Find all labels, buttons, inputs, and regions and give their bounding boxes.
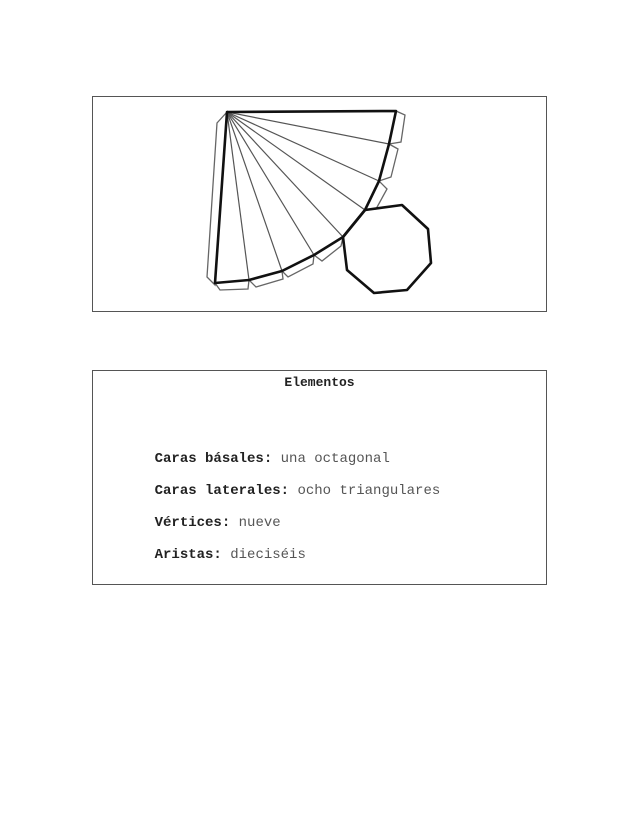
pyramid-net-figure xyxy=(92,96,547,312)
edges-label: Aristas: xyxy=(154,547,222,563)
vertices-label: Vértices: xyxy=(154,515,231,531)
lateral-faces-label: Caras laterales: xyxy=(154,483,290,499)
vertices-value: nueve xyxy=(238,515,281,531)
row-edges xyxy=(121,531,306,579)
gluing-tabs xyxy=(207,111,405,290)
lateral-fold-lines xyxy=(227,112,389,280)
elements-box xyxy=(92,370,547,585)
elements-title: Elementos xyxy=(284,375,355,390)
base-faces-value: una octagonal xyxy=(280,451,390,467)
pyramid-net-svg xyxy=(93,97,548,313)
octagon-base xyxy=(343,205,431,293)
lateral-faces-value: ocho triangulares xyxy=(297,483,441,499)
edges-value: dieciséis xyxy=(230,547,306,563)
base-faces-label: Caras básales: xyxy=(154,451,273,467)
